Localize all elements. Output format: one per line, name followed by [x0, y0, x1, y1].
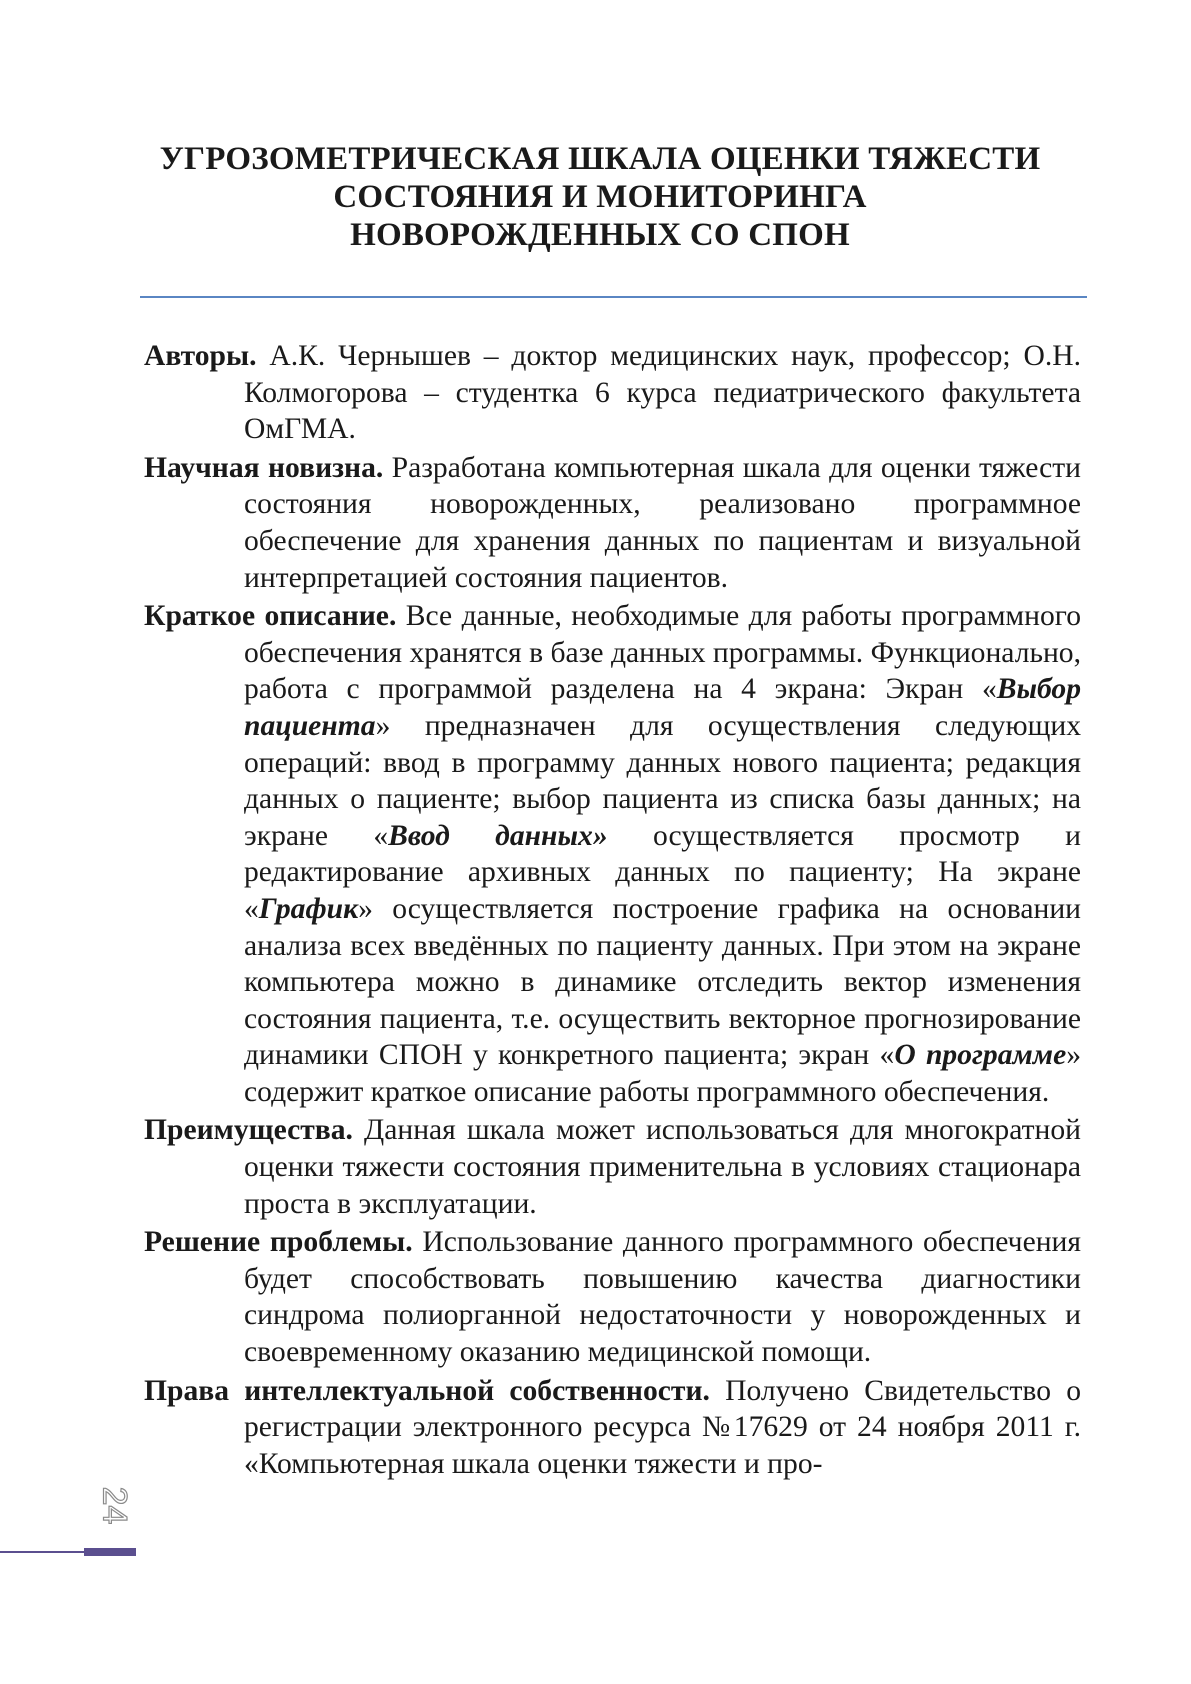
page-marker-bar [0, 1548, 136, 1556]
title-line-3: НОВОРОЖДЕННЫХ СО СПОН [350, 217, 850, 253]
authors-text: А.К. Чернышев – доктор медицинских наук, профессор; О.Н. Колмогорова – студентка 6 курса педиатрического факультета ОмГМА. [244, 340, 1081, 446]
rights-paragraph [144, 1373, 1081, 1483]
title-line-2: СОСТОЯНИЯ И МОНИТОРИНГА [333, 179, 867, 215]
page-marker-line [0, 1551, 84, 1553]
description-text-3: осуществляется просмотр и редактирование архивных данных по пациенту; На экране « [244, 819, 1081, 925]
advantages-text: Данная шкала может использоваться для многократной оценки тяжести состояния применительна в условиях стационара проста в эксплуатации. [244, 1114, 1081, 1220]
title-line-1: УГРОЗОМЕТРИЧЕСКАЯ ШКАЛА ОЦЕНКИ ТЯЖЕСТИ [159, 141, 1041, 177]
description-text-2: » предназначен для осуществления следующих операций: ввод в программу данных нового пациента; редакция данных о пациенте; выбор пациента из списка базы данных; на экране « [244, 709, 1081, 852]
title-divider [140, 296, 1087, 298]
description-text-4: » осуществляется построение графика на основании анализа всех введённых по пациенту данных. При этом на экране компьютера можно в динамике отследить вектор изменения состояния пациента, т.е. осуществить векторное прогнозирование динамики СПОН у конкретного пациента; экран « [244, 892, 1081, 1072]
rights-text: Получено Свидетельство о регистрации электронного ресурса №17629 от 24 ноября 2011 г. «Компьютерная шкала оценки тяжести и про- [244, 1374, 1081, 1480]
novelty-label: Научная новизна. [144, 451, 384, 484]
solution-label: Решение проблемы. [144, 1226, 413, 1259]
description-text-5: » содержит краткое описание работы программного обеспечения. [244, 1039, 1082, 1108]
advantages-label: Преимущества. [144, 1114, 353, 1147]
screen-name-data-entry: Ввод данных» [388, 819, 608, 852]
rights-label: Права интеллектуальной собственности. [144, 1374, 710, 1407]
page-marker-block [84, 1548, 136, 1556]
novelty-text: Разработана компьютерная шкала для оценки тяжести состояния новорожденных, реализовано программное обеспечение для хранения данных по пациентам и визуальной интерпретацией состояния пациентов. [244, 451, 1081, 594]
solution-paragraph [144, 1224, 1081, 1370]
description-paragraph [144, 598, 1081, 1110]
solution-text: Использование данного программного обеспечения будет способствовать повышению качества диагностики синдрома полиорганной недостаточности у новорожденных и своевременному оказанию медицинской помощи. [244, 1226, 1081, 1369]
advantages-paragraph [144, 1112, 1081, 1222]
description-label: Краткое описание. [144, 600, 397, 633]
document-title [140, 140, 1060, 254]
authors-label: Авторы. [144, 340, 257, 372]
page-number: 24 [95, 1486, 134, 1525]
screen-name-about: О программе [894, 1039, 1067, 1072]
novelty-paragraph [144, 450, 1081, 596]
screen-name-patient-select: Выбор пациента [244, 673, 1081, 742]
screen-name-graph: График [258, 892, 359, 925]
authors-paragraph [144, 338, 1081, 448]
description-text-1: Все данные, необходимые для работы программного обеспечения хранятся в базе данных программы. Функционально, работа с программой разделена на 4 экрана: Экран « [244, 600, 1081, 706]
document-body [144, 338, 1081, 1484]
